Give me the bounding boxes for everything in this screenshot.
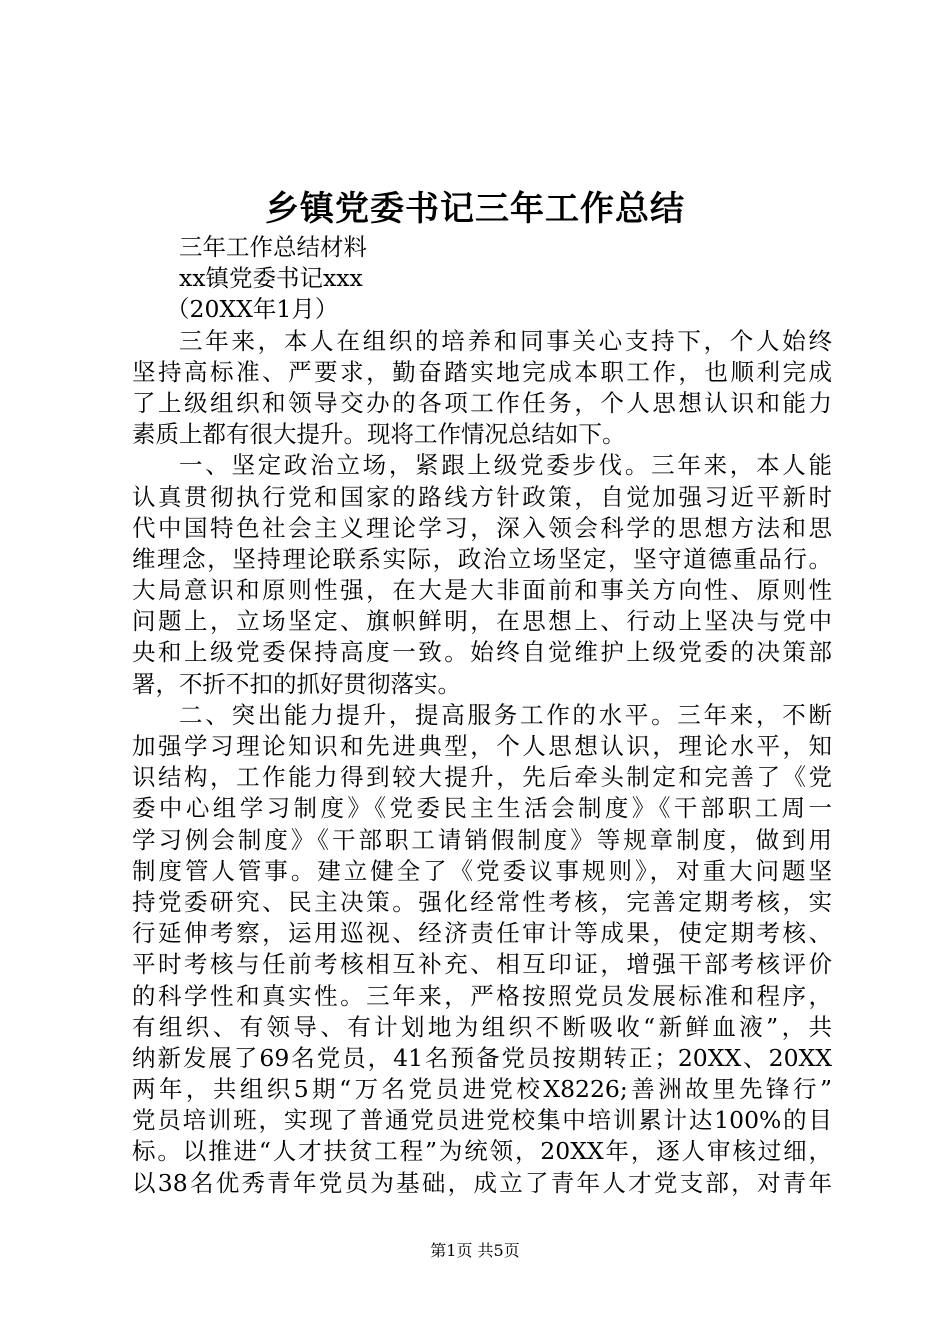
paragraph-line: 以38名优秀青年党员为基础，成立了青年人才党支部，对青年: [132, 1168, 832, 1197]
author-line: xx镇党委书记xxx: [179, 264, 363, 293]
paragraph-line: 学习例会制度》《干部职工请销假制度》等规章制度，做到用: [132, 825, 832, 854]
paragraph-line: 行延伸考察，运用巡视、经济责任审计等成果，使定期考核、: [132, 919, 832, 948]
paragraph-line: 了上级组织和领导交办的各项工作任务，个人思想认识和能力: [132, 388, 832, 417]
paragraph-line: 央和上级党委保持高度一致。始终自觉维护上级党委的决策部: [132, 638, 832, 667]
paragraph-line: 代中国特色社会主义理论学习，深入领会科学的思想方法和思: [132, 513, 832, 542]
paragraph-line: 素质上都有很大提升。现将工作情况总结如下。: [132, 420, 626, 449]
paragraph-line: 制度管人管事。建立健全了《党委议事规则》，对重大问题坚: [132, 856, 832, 885]
paragraph-line: 党员培训班，实现了普通党员进党校集中培训累计达100%的目: [132, 1106, 832, 1135]
document-title: 乡镇党委书记三年工作总结: [265, 189, 685, 229]
paragraph-line: 加强学习理论知识和先进典型，个人思想认识，理论水平，知: [132, 732, 832, 760]
paragraph-line: 三年来，本人在组织的培养和同事关心支持下，个人始终: [179, 326, 832, 355]
paragraph-line: 两年，共组织5期“万名党员进党校X8226;善洲故里先锋行”: [132, 1075, 832, 1104]
paragraph-line: 坚持高标准、严要求，勤奋踏实地完成本职工作，也顺利完成: [132, 357, 832, 386]
date-line: （20XX年1月）: [166, 295, 339, 324]
paragraph-line: 维理念，坚持理论联系实际，政治立场坚定，坚守道德重品行。: [132, 544, 832, 573]
subtitle-line: 三年工作总结材料: [179, 233, 367, 261]
paragraph-line: 署，不折不扣的抓好贯彻落实。: [132, 669, 461, 698]
paragraph-line: 标。以推进“人才扶贫工程”为统领，20XX年，逐人审核过细，: [132, 1137, 832, 1166]
paragraph-line: 的科学性和真实性。三年来，严格按照党员发展标准和程序，: [132, 981, 832, 1010]
page-footer: 第1页 共5页: [430, 1241, 520, 1260]
paragraph-line: 持党委研究、民主决策。强化经常性考核，完善定期考核，实: [132, 887, 832, 916]
paragraph-line: 识结构，工作能力得到较大提升，先后牵头制定和完善了《党: [132, 763, 832, 792]
paragraph-line: 有组织、有领导、有计划地为组织不断吸收“新鲜血液”，共: [132, 1012, 832, 1041]
paragraph-line: 委中心组学习制度》《党委民主生活会制度》《干部职工周一: [132, 794, 832, 823]
paragraph-line: 二、突出能力提升，提高服务工作的水平。三年来，不断: [179, 700, 832, 729]
document-body: [132, 232, 832, 1199]
paragraph-line: 大局意识和原则性强，在大是大非面前和事关方向性、原则性: [132, 576, 832, 605]
paragraph-line: 认真贯彻执行党和国家的路线方针政策，自觉加强习近平新时: [132, 482, 832, 511]
paragraph-line: 平时考核与任前考核相互补充、相互印证，增强干部考核评价: [132, 950, 832, 979]
paragraph-line: 纳新发展了69名党员，41名预备党员按期转正；20XX、20XX: [132, 1043, 832, 1072]
paragraph-line: 一、坚定政治立场，紧跟上级党委步伐。三年来，本人能: [179, 451, 832, 480]
paragraph-line: 问题上，立场坚定、旗帜鲜明，在思想上、行动上坚决与党中: [132, 607, 832, 636]
